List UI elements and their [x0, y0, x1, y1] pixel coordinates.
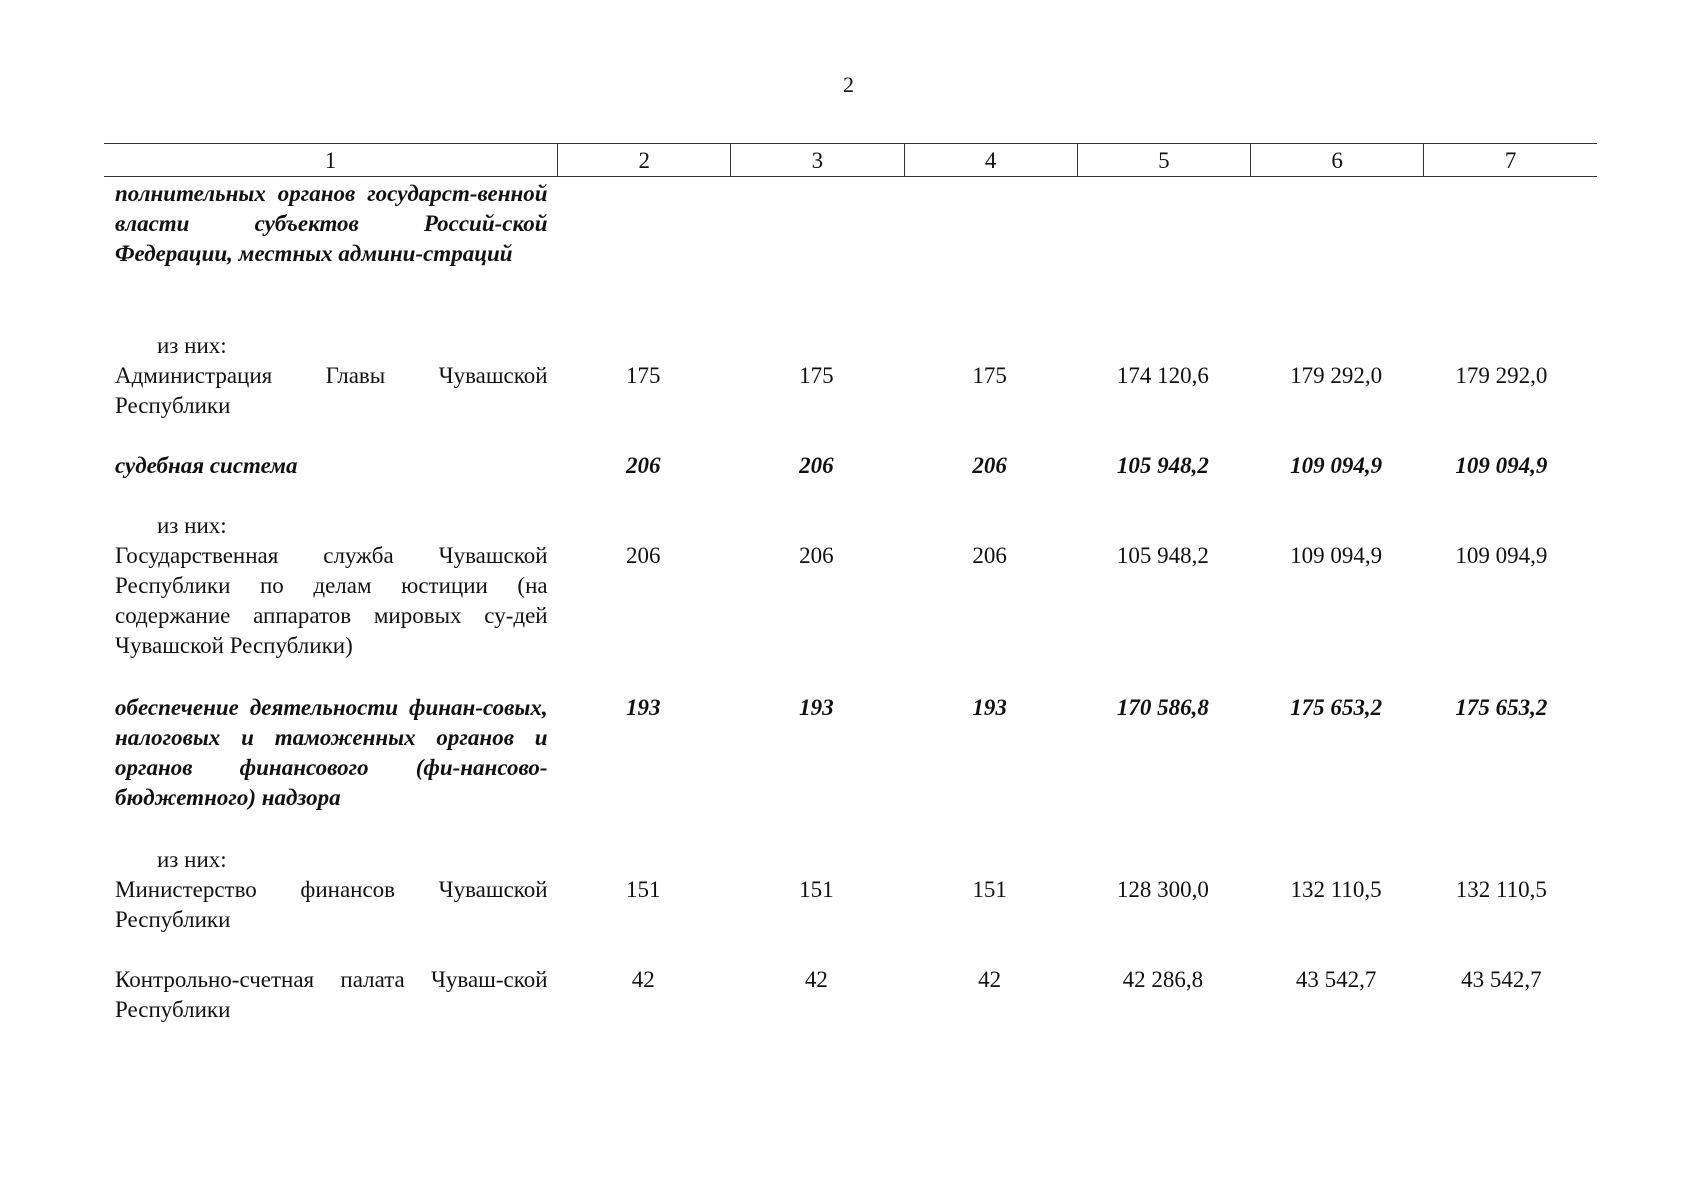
table-cell: 109 094,9 [1290, 452, 1383, 478]
table-cell: 109 094,9 [1455, 452, 1548, 478]
table-cell: 105 948,2 [1116, 452, 1209, 478]
table-cell: 42 [631, 966, 655, 992]
table-cell: 193 [625, 694, 661, 720]
table-cell: 175 653,2 [1290, 694, 1383, 720]
section-row [104, 693, 1597, 845]
column-header: 3 [731, 144, 904, 177]
row-label: Контрольно-счетная палата Чуваш-ской Республики [115, 966, 548, 1022]
table-cell: 175 [972, 362, 1007, 388]
table-cell: 128 300,0 [1116, 876, 1209, 902]
table-cell: 193 [799, 694, 834, 720]
table-cell: 42 286,8 [1122, 966, 1204, 992]
section-row [104, 177, 1597, 331]
table-cell: 105 948,2 [1116, 542, 1209, 568]
table-row [104, 361, 1597, 451]
table-cell: 206 [625, 452, 661, 478]
row-label: Государственная служба Чувашской Республики по делам юстиции (на содержание аппаратов мировых су-дей Чувашской Республики) [115, 542, 548, 658]
table-cell: 132 110,5 [1455, 876, 1547, 902]
table-cell: 206 [972, 542, 1007, 568]
table-cell: 170 586,8 [1116, 694, 1209, 720]
budget-table [104, 143, 1597, 1027]
table-cell: 193 [972, 694, 1007, 720]
table-cell: 132 110,5 [1290, 876, 1382, 902]
column-header: 4 [904, 144, 1077, 177]
subheading-row [104, 331, 1597, 361]
subheading-row [104, 845, 1597, 875]
table-row [104, 875, 1597, 965]
column-header: 5 [1077, 144, 1250, 177]
table-cell: 42 [804, 966, 828, 992]
table-cell: 179 292,0 [1290, 362, 1383, 388]
table-row [104, 541, 1597, 693]
table-cell: 43 542,7 [1295, 966, 1377, 992]
row-label: из них: [157, 332, 227, 358]
row-label: судебная система [115, 452, 298, 478]
table-cell: 206 [799, 542, 834, 568]
table-cell: 151 [972, 876, 1007, 902]
row-label: из них: [157, 846, 227, 872]
column-header: 6 [1250, 144, 1423, 177]
table-row [104, 965, 1597, 1027]
table-cell: 42 [978, 966, 1002, 992]
row-label: обеспечение деятельности финан-совых, налоговых и таможенных органов и органов финансового (фи-нансово-бюджетного) надзора [115, 694, 548, 810]
page-number: 2 [843, 72, 854, 97]
section-row [104, 451, 1597, 511]
row-label: из них: [157, 512, 227, 538]
table-cell: 151 [625, 876, 661, 902]
table-cell: 109 094,9 [1455, 542, 1548, 568]
table-cell: 179 292,0 [1455, 362, 1548, 388]
table-cell: 174 120,6 [1116, 362, 1209, 388]
row-label: полнительных органов государст-венной власти субъектов Россий-ской Федерации, местных админи-страций [115, 181, 548, 266]
table-cell: 206 [799, 452, 834, 478]
row-label: Министерство финансов Чувашской Республики [115, 876, 548, 932]
header-row [104, 144, 1597, 177]
table-cell: 175 [625, 362, 661, 388]
table-cell: 109 094,9 [1290, 542, 1383, 568]
table-cell: 206 [625, 542, 661, 568]
table-cell: 206 [972, 452, 1007, 478]
table-cell: 151 [799, 876, 834, 902]
column-header: 2 [558, 144, 731, 177]
column-header: 1 [104, 144, 558, 177]
subheading-row [104, 511, 1597, 541]
table-cell: 43 542,7 [1461, 966, 1542, 992]
table-cell: 175 653,2 [1455, 694, 1548, 720]
row-label: Администрация Главы Чувашской Республики [115, 362, 548, 418]
column-header: 7 [1424, 144, 1597, 177]
table-cell: 175 [799, 362, 834, 388]
